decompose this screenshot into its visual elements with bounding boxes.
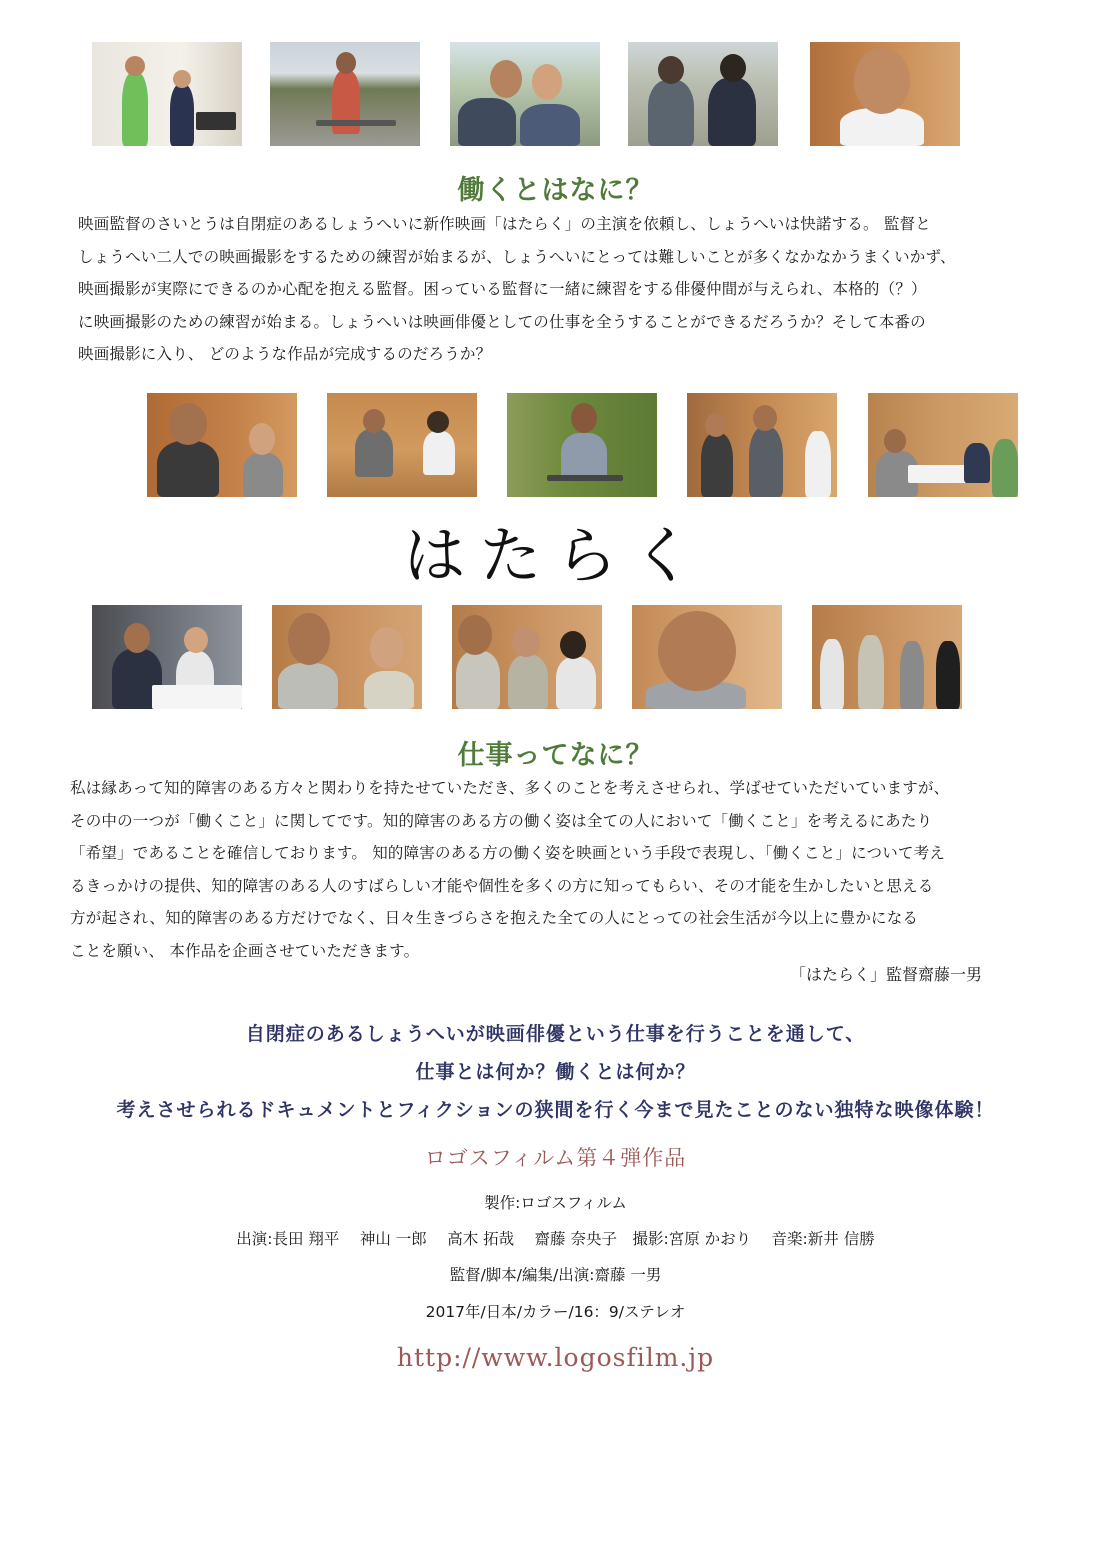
tagline-line: 考えさせられるドキュメントとフィクションの狭間を行く今まで見たことのない独特な映像体験！ (116, 1099, 995, 1121)
film-title: はたらく (403, 519, 708, 592)
still-photo (868, 393, 1018, 497)
paragraph-line: に映画撮影のための練習が始まる。しょうへいは映画俳優としての仕事を全うすることができるだろうか？そして本番の (78, 312, 926, 331)
website-link[interactable]: http://www.logosfilm.jp (396, 1343, 715, 1372)
paragraph-line: 私は縁あって知的障害のある方々と関わりを持たせていただき、多くのことを考えさせられ、学ばせていただいていますが、 (70, 779, 950, 797)
still-photo (452, 605, 602, 709)
still-photo (92, 605, 242, 709)
still-photo (628, 42, 778, 146)
paragraph-line: 方が起され、知的障害のある方だけでなく、日々生きづらさを抱えた全ての人にとっての社会生活が今以上に豊かになる (70, 909, 919, 927)
director-signature: 「はたらく」監督齋藤一男 (790, 965, 983, 984)
paragraph-line: 映画監督のさいとうは自閉症のあるしょうへいに新作映画「はたらく」の主演を依頼し、しょうへいは快諾する。 監督と (78, 215, 931, 233)
credit-specs: 2017年/日本/カラー/16：9/ステレオ (425, 1303, 686, 1321)
tagline-line: 仕事とは何か？働くとは何か？ (415, 1061, 696, 1083)
credit-production: 製作:ロゴスフィルム (484, 1194, 627, 1212)
still-photo (687, 393, 837, 497)
still-photo (92, 42, 242, 146)
paragraph-line: 映画撮影が実際にできるのか心配を抱える監督。困っている監督に一緒に練習をする俳優仲間が与えられ、本格的（？） (78, 280, 927, 298)
still-photo (450, 42, 600, 146)
still-photo (810, 42, 960, 146)
paragraph-line: ことを願い、 本作品を企画させていただきます。 (70, 941, 420, 960)
paragraph-line: その中の一つが「働くこと」に関してです。知的障害のある方の働く姿は全ての人において「働くこと」を考えるにあたり (70, 811, 933, 830)
section-heading-working: 働くとはなに？ (457, 175, 654, 206)
photo-row-2 (0, 393, 1111, 497)
paragraph-line: しょうへい二人での映画撮影をするための練習が始まるが、しょうへいにとっては難しいことが多くなかなかうまくいかず、 (78, 247, 956, 266)
credit-director: 監督/脚本/編集/出演:齋藤 一男 (449, 1266, 662, 1284)
photo-row-1 (0, 42, 1111, 146)
still-photo (272, 605, 422, 709)
still-photo (507, 393, 657, 497)
still-photo (812, 605, 962, 709)
credit-cast: 出演:長田 翔平 神山 一郎 高木 拓哉 齋藤 奈央子 撮影:宮原 かおり 音楽:新井 信勝 (236, 1230, 875, 1248)
director-statement (70, 772, 1045, 967)
paragraph-line: 映画撮影に入り、 どのような作品が完成するのだろうか？ (78, 345, 492, 363)
paragraph-line: るきっかけの提供、知的障害のある人のすばらしい才能や個性を多くの方に知ってもらい、その才能を生かしたいと思える (70, 876, 934, 895)
synopsis-paragraph (78, 208, 1038, 371)
photo-row-3 (0, 605, 1111, 709)
tagline-line: 自閉症のあるしょうへいが映画俳優という仕事を行うことを通して、 (245, 1023, 866, 1045)
section-heading-job: 仕事ってなに？ (457, 740, 654, 771)
still-photo (270, 42, 420, 146)
still-photo (327, 393, 477, 497)
paragraph-line: 「希望」であることを確信しております。 知的障害のある方の働く姿を映画という手段で表現し、「働くこと」について考え (70, 844, 946, 862)
still-photo (632, 605, 782, 709)
still-photo (147, 393, 297, 497)
series-label: ロゴスフィルム第４弾作品 (424, 1146, 687, 1170)
